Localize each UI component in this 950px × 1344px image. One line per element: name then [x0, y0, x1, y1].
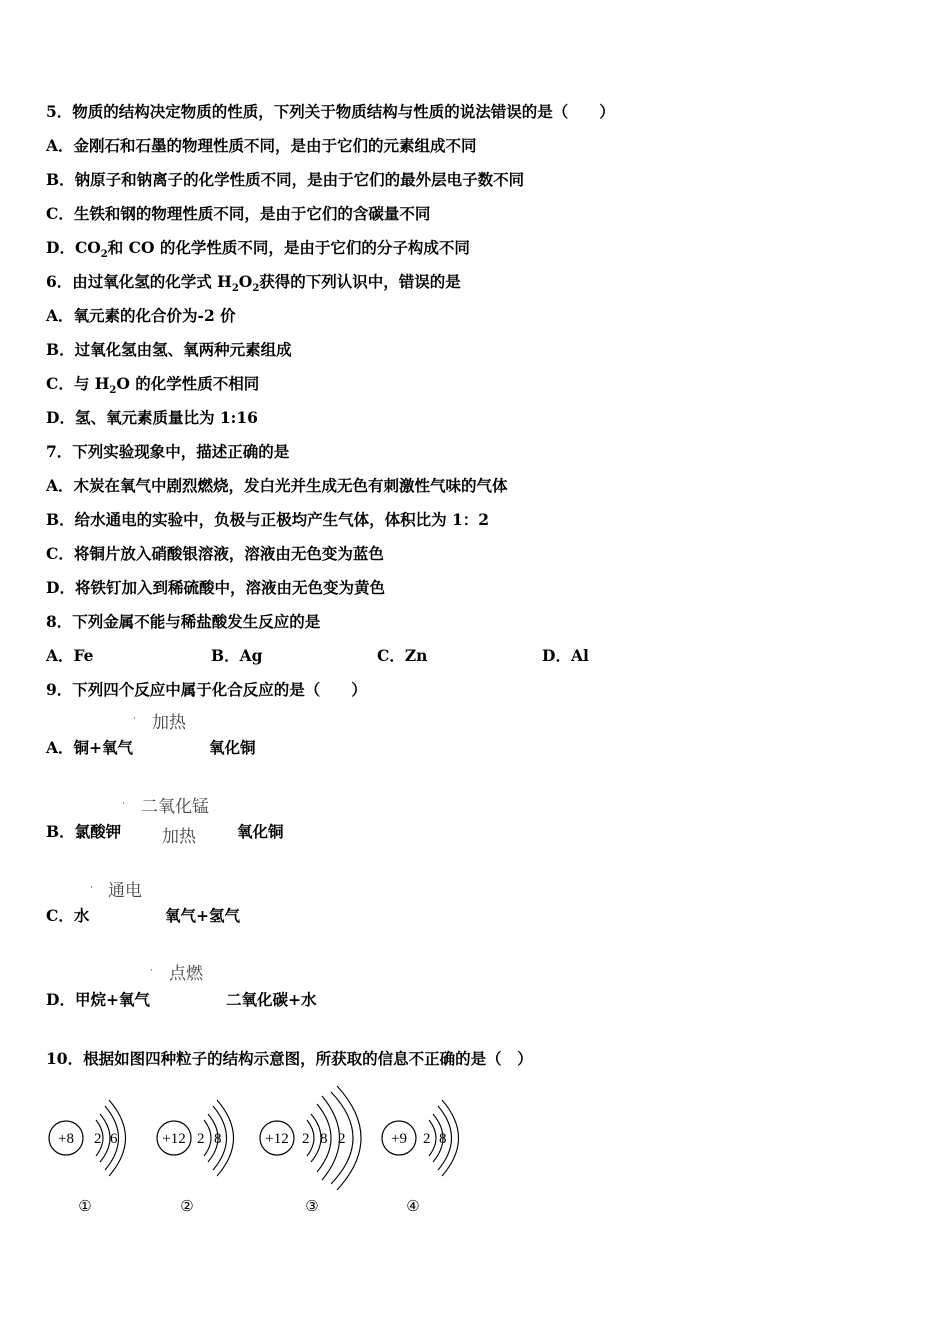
q9-b-reactants: B．氯酸钾 [46, 822, 122, 841]
nucleus-charge: +9 [391, 1131, 407, 1147]
particle-3 [260, 1086, 361, 1215]
shell-electrons: 8 [214, 1131, 222, 1147]
q9-d-reactants: D．甲烷+氧气 [46, 990, 150, 1009]
shell-electrons: 8 [320, 1131, 328, 1147]
q7-option-c: C．将铜片放入硝酸银溶液，溶液由无色变为蓝色 [46, 544, 384, 563]
q7-option-d: D．将铁钉加入到稀硫酸中，溶液由无色变为黄色 [46, 578, 385, 597]
q6-stem: 6．由过氧化氢的化学式 $H_2O_2$获得的下列认识中，错误的是 [46, 272, 461, 295]
particle-label: ④ [406, 1199, 420, 1215]
shell-electrons: 6 [110, 1131, 118, 1147]
particle-1 [49, 1100, 126, 1215]
q8-option-a: A．Fe [46, 646, 94, 665]
q8-option-b: B．Ag [211, 646, 263, 665]
q9-c-reactants: C．水 [46, 906, 90, 925]
q5-option-c: C．生铁和钢的物理性质不同，是由于它们的含碳量不同 [46, 204, 431, 223]
q9-b-products: 氧化铜 [237, 822, 284, 841]
q5-option-d: D．$CO_2$和 CO 的化学性质不同，是由于它们的分子构成不同 [46, 238, 470, 261]
nucleus-charge: +8 [58, 1131, 74, 1147]
particle-label: ① [78, 1199, 92, 1215]
q9-c-products: 氧气+氢气 [165, 906, 240, 925]
q8-option-c: C．Zn [377, 646, 428, 665]
q5-stem: 5．物质的结构决定物质的性质，下列关于物质结构与性质的说法错误的是（ ） [46, 102, 615, 121]
q9-a-condition: 加热 [152, 713, 186, 733]
q8-option-d: D．Al [542, 646, 589, 665]
shell-electrons: 2 [338, 1131, 346, 1147]
electron-shell-arc [204, 1120, 211, 1156]
q5-option-b: B．钠原子和钠离子的化学性质不同，是由于它们的最外层电子数不同 [46, 170, 525, 189]
q9-d-condition: 点燃 [169, 964, 203, 984]
shell-electrons: 2 [302, 1131, 310, 1147]
q5-option-a: A．金刚石和石墨的物理性质不同，是由于它们的元素组成不同 [46, 136, 477, 155]
q6-option-a: A．氧元素的化合价为-2 价 [46, 306, 236, 325]
particle-2 [157, 1100, 234, 1215]
particle-label: ③ [305, 1199, 319, 1215]
q7-option-b: B．给水通电的实验中，负极与正极均产生气体，体积比为 1：2 [46, 510, 490, 529]
q9-b-condition-top: 二氧化锰 [141, 797, 209, 817]
q6-option-d: D．氢、氧元素质量比为 1:16 [46, 408, 258, 427]
q9-a-dot: · [133, 714, 136, 724]
q9-a-reactants: A．铜+氧气 [46, 738, 134, 757]
shell-electrons: 2 [423, 1131, 431, 1147]
particle-4 [382, 1100, 459, 1215]
q9-c-dot: · [90, 883, 93, 893]
shell-electrons: 8 [439, 1131, 447, 1147]
nucleus-charge: +12 [162, 1131, 186, 1147]
q9-stem: 9．下列四个反应中属于化合反应的是（ ） [46, 680, 367, 699]
q9-d-products: 二氧化碳+水 [226, 990, 317, 1009]
electron-shell-arc [100, 1114, 110, 1162]
shell-electrons: 2 [197, 1131, 205, 1147]
shell-electrons: 2 [94, 1131, 102, 1147]
q7-stem: 7．下列实验现象中，描述正确的是 [46, 442, 290, 461]
atom-structure-diagrams [40, 1080, 480, 1234]
q6-option-b: B．过氧化氢由氢、氧两种元素组成 [46, 340, 292, 359]
q8-stem: 8．下列金属不能与稀盐酸发生反应的是 [46, 612, 321, 631]
q9-a-products: 氧化铜 [209, 738, 256, 757]
q9-d-dot: · [150, 966, 153, 976]
q9-b-dot: · [122, 799, 125, 809]
q7-option-a: A．木炭在氧气中剧烈燃烧，发白光并生成无色有刺激性气味的气体 [46, 476, 508, 495]
q10-stem: 10．根据如图四种粒子的结构示意图，所获取的信息不正确的是（ ） [46, 1049, 533, 1068]
q6-option-c: C．与 $H_2O$ 的化学性质不相同 [46, 374, 260, 397]
particle-label: ② [180, 1199, 194, 1215]
q9-b-condition-bottom: 加热 [162, 827, 196, 847]
q9-c-condition: 通电 [108, 881, 142, 901]
atom-diagrams-svg [40, 1080, 480, 1230]
nucleus-charge: +12 [265, 1131, 289, 1147]
